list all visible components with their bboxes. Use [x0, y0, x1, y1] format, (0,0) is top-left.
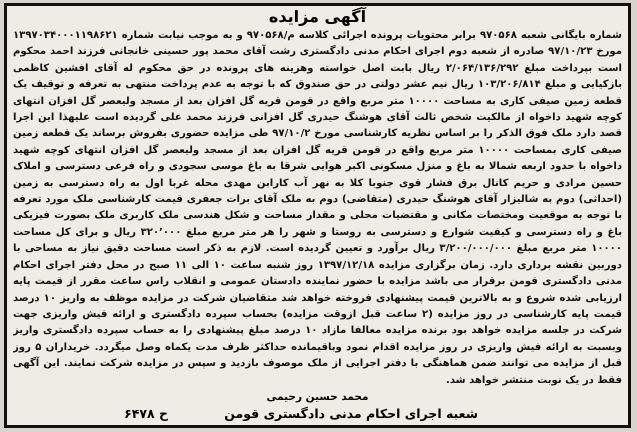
- signature: محمد حسین رحیمی: [266, 391, 369, 403]
- notice-title: آگهی مزایده: [268, 7, 367, 26]
- notice-paper: [4, 3, 631, 428]
- notice-body: شماره بایگانی شعبه ۹۷۰۵۶۸ برابر محتویات پرونده اجرائی کلاسه م/۹۷۰۵۶۸ و به موجب نیابت شماره ۱۳۹۷۰۳۴۰۰۰۱۱۹۸۶۲۱ مورخ ۹۷/۱۰/۲۳ صادره از شعبه دوم اجرای احکام مدنی دادگستری رشت آقای محمد پور حسینی خانجانی فرزند احمد محکوم است بپرداخت مبلغ ۲/۰۶۴/۱۳۶/۲۹۲ ریال بابت اصل خواسته وهزینه های پرونده در حق محکوم له آقای افشین کاظمی بازکیایی و مبلغ ۱۰۳/۲۰۶/۸۱۴ ریال نیم عشر دولتی در حق صندوق که با توجه به عدم پرداخت منتهی به تعرفه و توقیف یک قطعه زمین صیفی کاری به مساحت ۱۰۰۰۰ متر مربع واقع در قومن قریه گل افزان بعد از مسجد ولیعصر گل افزان انتهای کوچه شهید داخواه از مالکیت شخص ثالث آقای هوشنگ حیدری گل افزانی فرزند محمد علی گردیده است علیهذا این اجرا قصد دارد ملک فوق الذکر را بر اساس نظریه کارشناسی مورخ ۹۷/۱۰/۲ طی مزایده حضوری بفروش برساند یک قطعه زمین صیفی کاری بمساحت ۱۰۰۰۰ متر مربع واقع در قومن قریه گل افزان بعد از مسجد ولیعصر گل افزان انتهای کوچه شهید داخواه با حدود اربعه شمالا به باغ و منزل مسکونی اکبر هوایی شرقا به باغ موسی سجودی و راه فرعی دسترسی و املاک حسین مرادی و حریم کانال برق فشار قوی جنوبا کلا به نهر آب کارابن مهدی محله غربا اول به راه دسترسی به زمین (احداثی) دوم به شالیزار آقای هوشنگ حیدری (متقاضی) دوم به ملک آقای برات جعفری قیمت کارشناسی ملک مورد تعرفه با توجه به موقعیت ومختصات مکانی و مقتضیات محلی و مقدار مساحت و شکل هندسی ملک کاربری ملک بصورت فیزیکی باغ و راه دسترسی و کیفیت شوارع و دسترسی به روستا و شهر را هر متر مربع مبلغ ۳۲۰٬۰۰۰ ریال و برای کل مساحت ۱۰۰۰۰ متر مربع مبلغ ۳/۲۰۰/۰۰۰/۰۰۰ ریال برآورد و تعیین گردیده است. لازم به ذکر است مساحت دقیق نیاز به مساحی با دوربین نقشه برداری دارد. زمان برگزاری مزایده ۱۳۹۷/۱۲/۱۸ روز شنبه ساعت ۱۰ الی ۱۱ صبح در محل دفتر اجرای احکام مدنی دادگستری قومن برقرار می باشد مزایده با حضور نماینده دادستان عمومی و انقلاب راس ساعت مقرر از قیمت پایه ارزیابی شده شروع و به بالاترین قیمت پیشنهادی فروخته خواهد شد متقاضیان شرکت در مزایده موظف به واریز ۱۰ درصد قیمت پایه کارشناسی در روز مزایده (۲ ساعت قبل ازوقت مزایده) بحساب سپرده دادگستری و ارائه فیش واریزی جهت شرکت در جلسه مزایده خواهد بود برنده مزایده معالفا مازاد ۱۰ درصد مبلغ پیشنهادی را به حساب سپرده دادگستری واریز وبسبت به ارائه فیش واریزی در روز مزایده اقدام نمود وباقیمانده حداکثر ظرف مدت یکماه وصل میگردد. خریداران ۵ روز قبل از مزایده می توانند ضمن هماهنگی با دفتر اجرایی از ملک موصوف بازدید و سپس در مزایده شرکت نمایند. این آگهی فقط در یک نوبت منتشر خواهد شد.: [13, 30, 622, 386]
- notice-code: ح ۶۴۷۸: [124, 406, 168, 421]
- notice-footer: [7, 390, 628, 422]
- issuing-department: شعبه اجرای احکام مدنی دادگستری قومن: [224, 406, 478, 421]
